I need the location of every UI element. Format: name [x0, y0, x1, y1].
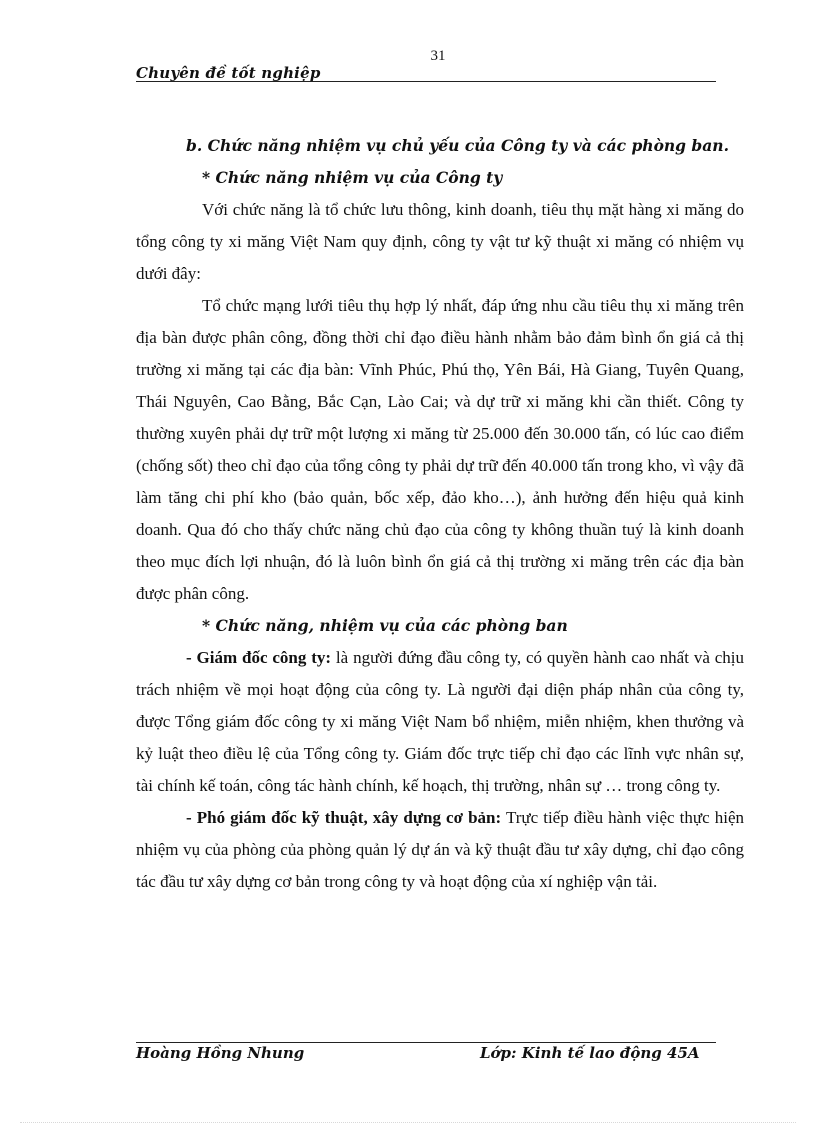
paragraph-director: [136, 642, 744, 802]
document-body: [136, 130, 744, 898]
page-number: 31: [430, 48, 446, 64]
subsection-heading-company: * Chức năng nhiệm vụ của Công ty: [202, 168, 503, 187]
subsection-heading-departments: * Chức năng, nhiệm vụ của các phòng ban: [202, 616, 568, 635]
footer-class: Lớp: Kinh tế lao động 45A: [480, 1044, 700, 1062]
footer-rule: [136, 1042, 716, 1043]
header-rule: [136, 81, 716, 82]
director-text: là người đứng đầu công ty, có quyền hành cao nhất và chịu trách nhiệm về mọi hoạt động của công ty. Là người đại diện pháp nhân của công ty, được Tổng giám đốc công ty xi măng Việt Nam bổ nhiệm, miễn nhiệm, khen thưởng và kỷ luật theo điều lệ của Tổng công ty. Giám đốc trực tiếp chỉ đạo các lĩnh vực nhân sự, tài chính kế toán, công tác hành chính, kế hoạch, thị trường, nhân sự … trong công ty.: [136, 648, 744, 795]
paragraph-deputy-director: [136, 802, 744, 898]
deputy-director-text: Trực tiếp điều hành việc thực hiện nhiệm vụ của phòng của phòng quản lý dự án và kỹ thuật đầu tư xây dựng, chỉ đạo công tác đầu tư xây dựng cơ bản trong công ty và hoạt động của xí nghiệp vận tải.: [136, 808, 744, 891]
deputy-director-label: - Phó giám đốc kỹ thuật, xây dựng cơ bản:: [186, 808, 502, 827]
section-heading: b. Chức năng nhiệm vụ chủ yếu của Công ty và các phòng ban.: [186, 136, 729, 155]
director-label: - Giám đốc công ty:: [186, 648, 332, 667]
paragraph-company-tasks: Tổ chức mạng lưới tiêu thụ hợp lý nhất, đáp ứng nhu cầu tiêu thụ xi măng trên địa bàn được phân công, đồng thời chỉ đạo điều hành nhằm bảo đảm bình ổn giá cả thị trường xi măng tại các địa bàn: Vĩnh Phúc, Phú thọ, Yên Bái, Hà Giang, Tuyên Quang, Thái Nguyên, Cao Bằng, Bắc Cạn, Lào Cai; và dự trữ xi măng khi cần thiết. Công ty thường xuyên phải dự trữ một lượng xi măng từ 25.000 đến 30.000 tấn, có lúc cao điểm (chống sốt) theo chỉ đạo của tổng công ty phải dự trữ đến 40.000 tấn trong kho, vì vậy đã làm tăng chi phí kho (bảo quản, bốc xếp, đảo kho…), ảnh hưởng đến hiệu quả kinh doanh. Qua đó cho thấy chức năng chủ đạo của công ty không thuần tuý là kinh doanh theo mục đích lợi nhuận, đó là luôn bình ổn giá cả thị trường xi măng trên các địa bàn được phân công.: [136, 296, 744, 603]
paragraph-company-function: Với chức năng là tổ chức lưu thông, kinh doanh, tiêu thụ mặt hàng xi măng do tổng công ty xi măng Việt Nam quy định, công ty vật tư kỹ thuật xi măng có nhiệm vụ dưới đây:: [136, 200, 744, 283]
footer-author: Hoàng Hồng Nhung: [136, 1044, 305, 1062]
header-title: Chuyên đề tốt nghiệp: [136, 64, 321, 82]
